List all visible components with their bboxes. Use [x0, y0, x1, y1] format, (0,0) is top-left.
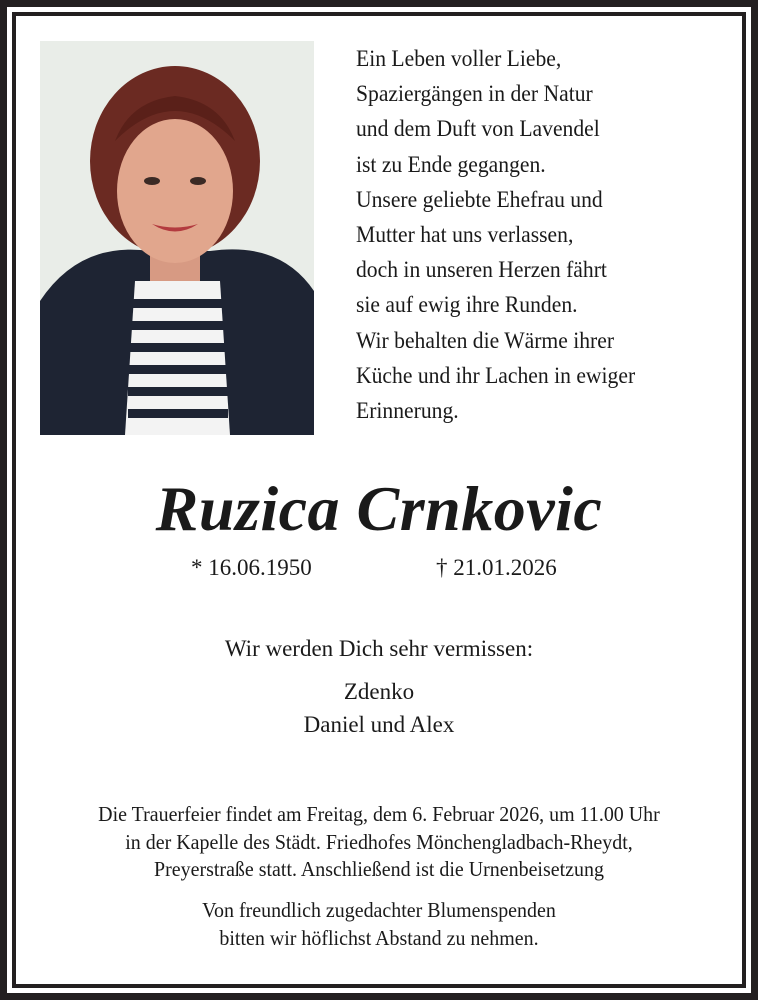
- poem-line: Spaziergängen in der Natur: [356, 81, 593, 107]
- ceremony-line: in der Kapelle des Städt. Friedhofes Mönchengladbach-Rheydt,: [125, 829, 633, 854]
- poem-line: Ein Leben voller Liebe,: [356, 46, 562, 71]
- birth-date: * 16.06.1950: [191, 555, 312, 580]
- poem-line: Mutter hat uns verlassen,: [356, 222, 574, 248]
- mourner: Zdenko: [343, 679, 415, 704]
- poem-line: und dem Duft von Lavendel: [356, 116, 600, 142]
- poem-line: Erinnerung.: [356, 398, 459, 424]
- flowers-line: Von freundlich zugedachter Blumenspenden: [202, 898, 556, 922]
- ceremony-line: Preyerstraße statt. Anschließend ist die Urnenbeisetzung: [154, 857, 604, 881]
- portrait-photo: [40, 41, 314, 435]
- poem-line: ist zu Ende gegangen.: [356, 151, 546, 177]
- ceremony-line: Die Trauerfeier findet am Freitag, dem 6. Februar 2026, um 11.00 Uhr: [98, 802, 660, 826]
- poem-line: doch in unseren Herzen fährt: [356, 257, 607, 283]
- poem-line: sie auf ewig ihre Runden.: [356, 292, 578, 318]
- mourner: Daniel und Alex: [303, 712, 455, 737]
- flowers-text: [16, 897, 742, 952]
- miss-text: Wir werden Dich sehr vermissen:: [224, 636, 534, 661]
- deceased-name: Ruzica Crnkovic: [155, 473, 603, 544]
- ceremony-text: [16, 801, 742, 884]
- poem-line: Unsere geliebte Ehefrau und: [356, 186, 603, 212]
- poem-line: Wir behalten die Wärme ihrer: [356, 327, 615, 353]
- dates: [16, 555, 742, 585]
- poem-line: Küche und ihr Lachen in ewiger: [356, 362, 636, 388]
- death-date: † 21.01.2026: [436, 555, 557, 580]
- flowers-line: bitten wir höflichst Abstand zu nehmen.: [219, 925, 539, 950]
- poem-text: [356, 41, 736, 428]
- striped-shirt: [125, 281, 230, 435]
